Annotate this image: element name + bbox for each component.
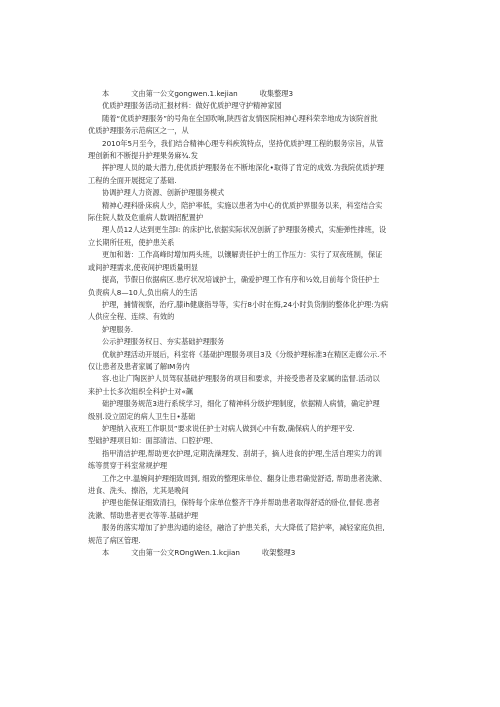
text-line: 护理，捕情视察，治疗,膝ih健康指导等，实行8小时在悔,24小时负货制的整体化护理:为病 (102, 299, 389, 309)
text-line: 进食、洗头、擦浴，尤其是晚间 (88, 486, 189, 495)
text-line: 指甲清洁护理,帮助更衣护理,定期洗澡理发、刮胡子，摘人进食的护理,生活自理实力的训 (102, 448, 382, 458)
text-line: 服务的落实增加了护患沟通的途径，融洽了护患关系，大大降低了陪护率，减轻家庭负担, (102, 523, 385, 533)
text-line: 理创新和不断提升护理果务麻¾.发 (88, 151, 198, 161)
text-line: 练等贯穿于科室常规护理 (88, 461, 168, 471)
text-line: 容.也让广陶医护人员驾驭基础护理服务的项目和要求，并接受患者及家属的监督.活动以 (102, 374, 380, 384)
text-line: 更加和谐：工作高峰时增加两头班，以镶解责任护士的工作压力：实行了双夜班制，保证 (102, 250, 383, 260)
header-collector: 收集整理3 (259, 89, 294, 98)
text-line: 规范了病区管理. (88, 535, 141, 545)
text-line: 精神心理科卧床病人少，陪护率低，实施以患者为中心的优质护界服务以来，科室结合实 (102, 200, 383, 210)
text-line: 型础护理项目如：面部清洁、口腔护理、 (88, 436, 218, 446)
text-line: 仅让患者及患者家属了解IM务内 (88, 361, 190, 371)
footer-source: 文由第一公文ROngWen.1.kcjian (131, 548, 240, 558)
paragraph-lines (88, 100, 414, 547)
text-line: 妒理服务. (102, 324, 134, 334)
text-line: 级别.设立固定的病人卫生日•基础 (88, 411, 196, 421)
text-line: 际住院人数及危重病人数调招配置护 (88, 213, 204, 223)
text-line: 随着“优质护理服务”的号角在全国吹响,陕西省友情医院相神心理科荣幸地成为该院首批 (102, 113, 378, 123)
header-label: 本 (102, 89, 110, 98)
text-line: 优航护理活动开展后，科室将《基础护理服务项目3及《分级护理标准3在精区走廊公示.不 (102, 349, 387, 359)
text-line: 妒理纳入夜班工作职员”要求说任护士对病人做到心中有数,确保病人的护理平安. (102, 423, 355, 433)
text-line: 洗漱、帮助患者更衣等等.基础护理 (88, 510, 199, 520)
text-line: 护理也能保证细致清扫，保特每个床单位整齐干净并帮助患者取得舒适的卧位,督促.患者 (102, 498, 380, 508)
text-line: 工作之中.温婉间护理细致周到, 细致的整理床单位、翻身让患君确觉舒适, 帮助患者洗漱、 (102, 473, 387, 483)
text-line: 础护理服务规范3进行系统学习，细化了精神科分级护理制度，依据精人病情，确定护理 (102, 399, 380, 409)
text-line: 公示护理服务权日、夯实基础护理服务 (102, 337, 225, 347)
footer-label: 本 (102, 548, 110, 558)
text-line: 2010年5月至今，我们结合精神心理专科疾筑特点，坚持优质护理工程的服务宗旨，从管 (102, 138, 384, 148)
text-line: 优质护理服务示范病区之一，从 (88, 126, 189, 136)
text-line: 来护士长多次组织全科护士对«飆 (88, 386, 194, 396)
text-line: 负责病人8—10人,负出病人的生活 (88, 287, 198, 297)
text-line: 协调护理人力资源、创新护理服务模式 (102, 188, 225, 198)
text-line: 工程的全面开展挺定了基础. (88, 175, 177, 185)
text-line: 挥护理人员的最大潜力,使优质护理服务在不断地深化•取得了肯定的成效.为我院优质护理 (102, 163, 384, 173)
text-line: 立长期所任班，使护患关系 (88, 237, 175, 247)
footer-collector: 收架整理3 (261, 548, 296, 558)
header-line (88, 88, 414, 100)
text-line: 提高，节假日依据病区.患疗状况培诚护士，确爱护理工作有序和½效,目前每个货任护士 (102, 275, 380, 285)
footer-line (88, 547, 414, 559)
text-line: 人供应全程、连续、有效的 (88, 312, 175, 322)
text-line: 优质护理服务活动汇报材料：做好优质护理守护精神家园 (102, 101, 282, 111)
text-line: 或间护理需求,使夜间护理质量明显 (88, 262, 199, 272)
document-body (88, 88, 414, 559)
text-line: 理人员12人达到更生部I: 的床护比,依据实际状况创新了护理服务模式，实施弹性排班，设 (102, 225, 387, 235)
header-source: 文由第一公文gongwen.1.kejian (131, 89, 238, 98)
